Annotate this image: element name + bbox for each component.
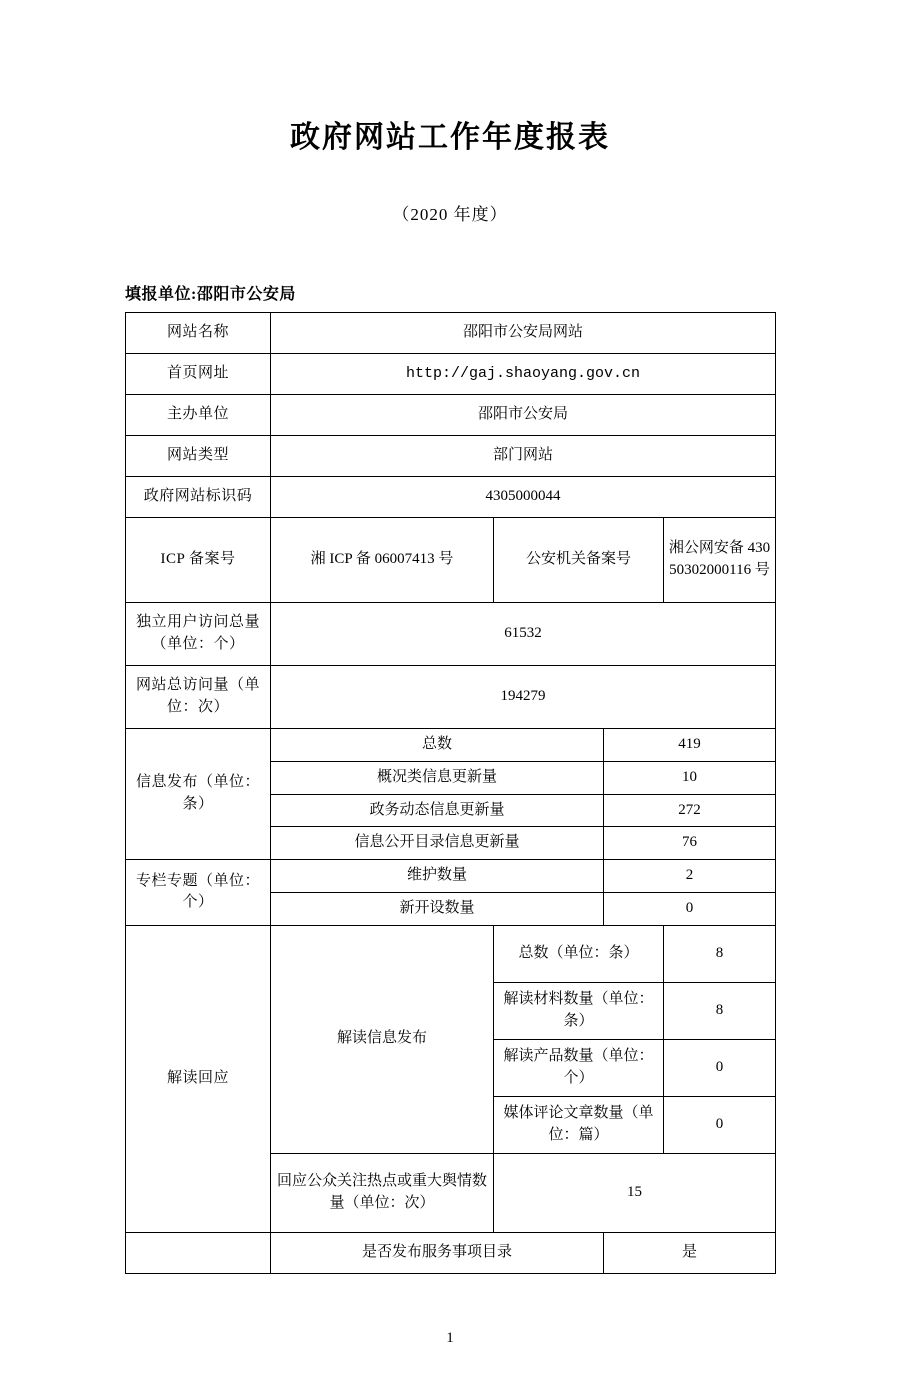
special-column-item-name: 维护数量 <box>271 860 604 893</box>
info-publish-item-value: 419 <box>604 729 776 762</box>
interpretation-item-value: 0 <box>664 1039 776 1096</box>
service-catalog-empty-cell <box>126 1232 271 1273</box>
table-row <box>126 477 776 518</box>
document-page <box>0 112 900 1385</box>
total-visits-label: 网站总访问量（单位：次） <box>126 666 271 729</box>
page-title: 政府网站工作年度报表 <box>290 120 610 155</box>
page-subtitle: （2020 年度） <box>392 205 508 224</box>
table-row <box>126 1232 776 1273</box>
site-type-value: 部门网站 <box>271 436 776 477</box>
special-column-item-value: 2 <box>604 860 776 893</box>
special-column-item-name: 新开设数量 <box>271 892 604 925</box>
info-publish-item-value: 76 <box>604 827 776 860</box>
public-response-label: 回应公众关注热点或重大舆情数量（单位：次） <box>271 1153 494 1232</box>
info-publish-item-name: 信息公开目录信息更新量 <box>271 827 604 860</box>
special-column-item-value: 0 <box>604 892 776 925</box>
interpretation-item-value: 8 <box>664 925 776 982</box>
public-response-value: 15 <box>494 1153 776 1232</box>
service-catalog-value: 是 <box>604 1232 776 1273</box>
service-catalog-label: 是否发布服务事项目录 <box>271 1232 604 1273</box>
page-number: 1 <box>446 1330 454 1346</box>
table-row <box>126 313 776 354</box>
gov-site-code-value: 4305000044 <box>271 477 776 518</box>
host-unit-label: 主办单位 <box>126 395 271 436</box>
special-column-label: 专栏专题（单位：个） <box>126 860 271 926</box>
total-visits-value: 194279 <box>271 666 776 729</box>
table-row <box>126 666 776 729</box>
interpretation-item-name: 解读材料数量（单位：条） <box>494 982 664 1039</box>
reporting-unit: 填报单位:邵阳市公安局 <box>125 286 296 303</box>
info-publish-item-name: 总数 <box>271 729 604 762</box>
table-row <box>126 925 776 982</box>
table-row <box>126 860 776 893</box>
interpretation-item-name: 媒体评论文章数量（单位：篇） <box>494 1096 664 1153</box>
site-type-label: 网站类型 <box>126 436 271 477</box>
icp-label: ICP 备案号 <box>126 518 271 603</box>
icp-value: 湘 ICP 备 06007413 号 <box>271 518 494 603</box>
host-unit-value: 邵阳市公安局 <box>271 395 776 436</box>
homepage-value: http://gaj.shaoyang.gov.cn <box>271 354 776 395</box>
interpretation-publish-label: 解读信息发布 <box>271 925 494 1153</box>
gov-site-code-label: 政府网站标识码 <box>126 477 271 518</box>
homepage-label: 首页网址 <box>126 354 271 395</box>
info-publish-item-value: 272 <box>604 794 776 827</box>
police-record-label: 公安机关备案号 <box>494 518 664 603</box>
police-record-value: 湘公网安备 43050302000116 号 <box>664 518 776 603</box>
site-name-value: 邵阳市公安局网站 <box>271 313 776 354</box>
info-publish-label: 信息发布（单位：条） <box>126 729 271 860</box>
unique-visitors-value: 61532 <box>271 603 776 666</box>
interpretation-item-value: 8 <box>664 982 776 1039</box>
interpretation-response-label: 解读回应 <box>126 925 271 1232</box>
table-row <box>126 354 776 395</box>
interpretation-item-value: 0 <box>664 1096 776 1153</box>
unique-visitors-label: 独立用户访问总量（单位：个） <box>126 603 271 666</box>
site-name-label: 网站名称 <box>126 313 271 354</box>
table-row <box>126 603 776 666</box>
info-publish-item-name: 概况类信息更新量 <box>271 761 604 794</box>
interpretation-item-name: 解读产品数量（单位：个） <box>494 1039 664 1096</box>
info-publish-item-name: 政务动态信息更新量 <box>271 794 604 827</box>
annual-report-table <box>125 312 776 1274</box>
table-row <box>126 395 776 436</box>
info-publish-item-value: 10 <box>604 761 776 794</box>
table-row <box>126 729 776 762</box>
table-row <box>126 518 776 603</box>
interpretation-item-name: 总数（单位：条） <box>494 925 664 982</box>
table-row <box>126 436 776 477</box>
